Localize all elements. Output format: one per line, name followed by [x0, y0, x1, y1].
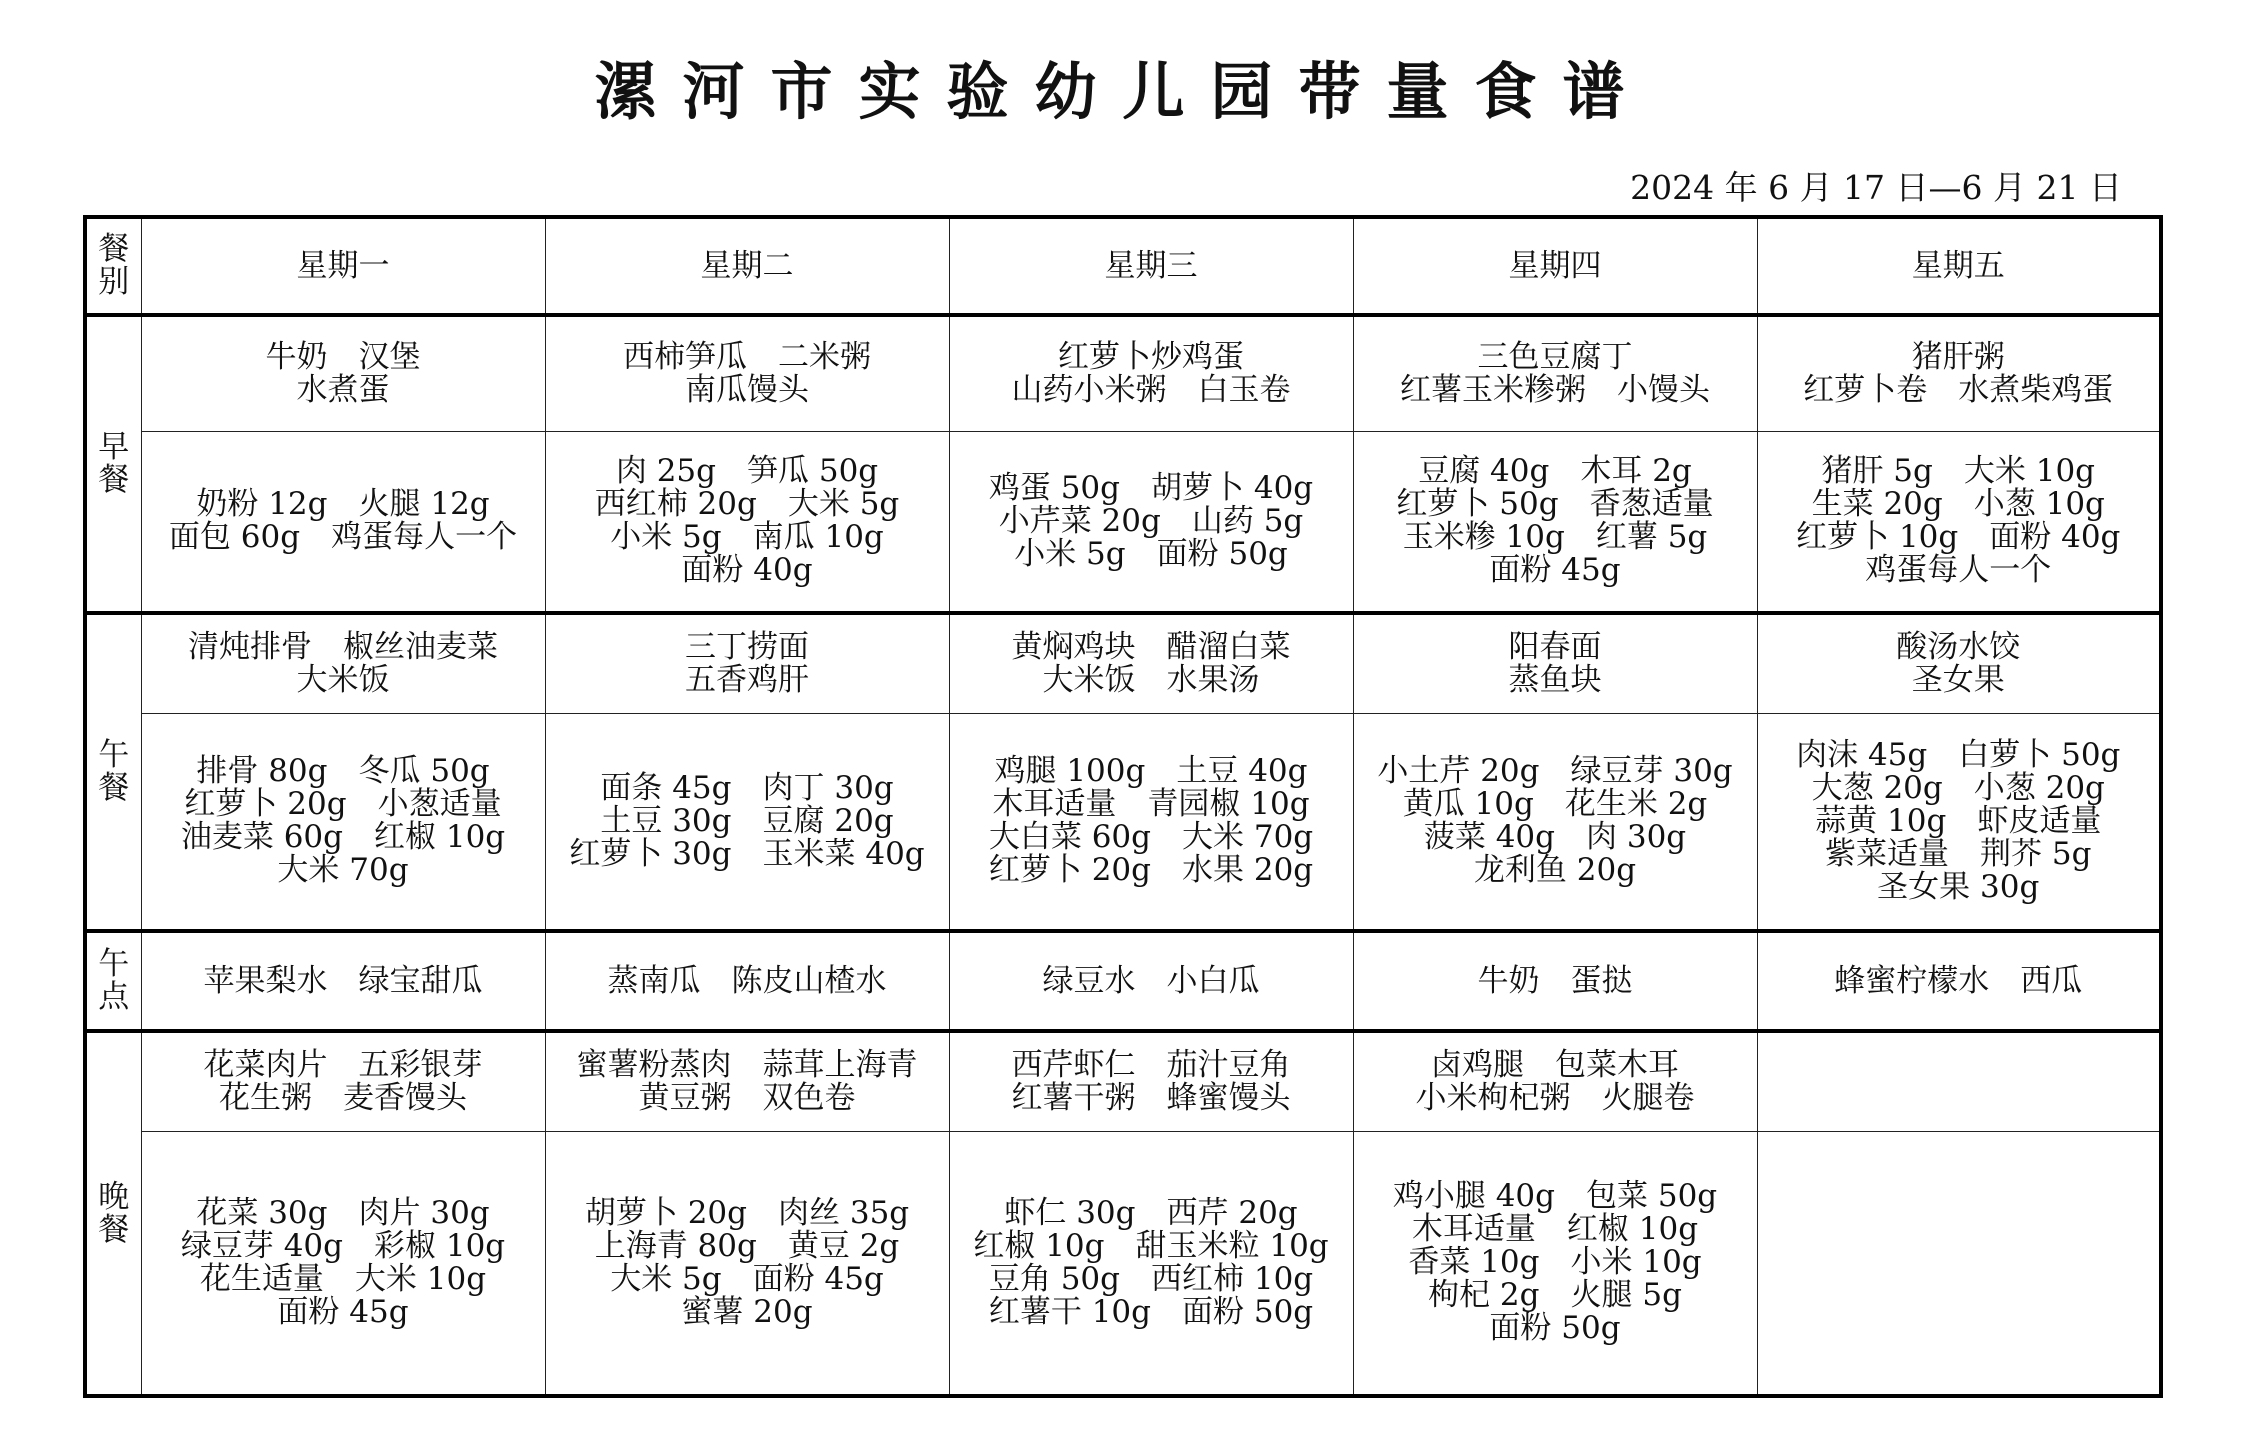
text-line: 豆腐 40g 木耳 2g	[1418, 453, 1692, 490]
ingredient-cell	[949, 431, 1353, 613]
dish-cell	[1757, 315, 2161, 431]
text-line: 蜜薯粉蒸肉 蒜茸上海青	[576, 1046, 918, 1083]
text-line: 生菜 20g 小葱 10g	[1811, 486, 2105, 523]
text-line: 肉 25g 笋瓜 50g	[615, 453, 879, 490]
text-line: 红萝卜炒鸡蛋	[1058, 338, 1244, 375]
text-line: 西红柿 20g 大米 5g	[594, 486, 900, 523]
text-line: 豆角 50g 西红柿 10g	[988, 1260, 1314, 1297]
text-line: 牛奶 汉堡	[265, 338, 421, 375]
text-line: 面粉 40g	[681, 552, 813, 589]
text-line: 花菜 30g 肉片 30g	[196, 1194, 490, 1231]
text-line: 小芹菜 20g 山药 5g	[998, 502, 1304, 539]
snack-cell: 蒸南瓜 陈皮山楂水	[545, 931, 949, 1031]
dish-cell	[545, 315, 949, 431]
text-line: 油麦菜 60g 红椒 10g	[180, 819, 506, 856]
text-line: 蜜薯 20g	[681, 1293, 813, 1330]
text-line: 圣女果 30g	[1877, 868, 2040, 905]
day-header-tue: 星期二	[545, 217, 949, 315]
text-line: 菠菜 40g 肉 30g	[1423, 819, 1687, 856]
text-line: 红萝卜 20g 小葱适量	[184, 786, 502, 823]
breakfast-ingredient-row	[85, 431, 2161, 613]
dish-cell	[1353, 613, 1757, 713]
dish-cell	[141, 315, 545, 431]
snack-cell: 牛奶 蛋挞	[1353, 931, 1757, 1031]
text-line: 圣女果	[1911, 661, 2005, 698]
text-line: 红薯玉米糁粥 小馒头	[1400, 371, 1710, 408]
text-line: 面包 60g 鸡蛋每人一个	[168, 519, 518, 556]
snack-cell: 蜂蜜柠檬水 西瓜	[1757, 931, 2161, 1031]
text-line: 大米 70g	[277, 852, 409, 889]
text-line: 大米饭 水果汤	[1042, 661, 1260, 698]
text-line: 上海青 80g 黄豆 2g	[594, 1227, 900, 1264]
dish-cell	[141, 1031, 545, 1131]
text-line: 大米 5g 面粉 45g	[610, 1260, 884, 1297]
dinner-dish-row	[85, 1031, 2161, 1131]
text-line: 奶粉 12g 火腿 12g	[196, 486, 490, 523]
text-line: 红萝卜 10g 面粉 40g	[1796, 519, 2121, 556]
snack-row	[85, 931, 2161, 1031]
text-line: 小土芹 20g 绿豆芽 30g	[1377, 753, 1733, 790]
text-line: 面粉 45g	[1489, 552, 1621, 589]
text-line: 鸡蛋 50g 胡萝卜 40g	[988, 469, 1314, 506]
text-line: 鸡腿 100g 土豆 40g	[994, 753, 1308, 790]
text-line: 大白菜 60g 大米 70g	[988, 819, 1314, 856]
text-line: 山药小米粥 白玉卷	[1011, 371, 1291, 408]
text-line: 紫菜适量 荆芥 5g	[1825, 835, 2092, 872]
text-line: 绿豆芽 40g 彩椒 10g	[180, 1227, 506, 1264]
dish-cell	[949, 1031, 1353, 1131]
ingredient-cell	[1353, 1131, 1757, 1396]
text-line: 木耳适量 青园椒 10g	[992, 786, 1310, 823]
snack-cell: 绿豆水 小白瓜	[949, 931, 1353, 1031]
text-line: 猪肝 5g 大米 10g	[1821, 453, 2096, 490]
meal-label-lunch: 午餐	[85, 613, 141, 931]
ingredient-cell	[1757, 431, 2161, 613]
ingredient-cell	[1757, 713, 2161, 931]
menu-table	[83, 215, 2163, 1398]
dish-cell	[1757, 613, 2161, 713]
text-line: 胡萝卜 20g 肉丝 35g	[584, 1194, 910, 1231]
ingredient-cell	[545, 713, 949, 931]
text-line: 黄焖鸡块 醋溜白菜	[1011, 628, 1291, 665]
text-line: 面粉 50g	[1489, 1310, 1621, 1347]
text-line: 玉米糁 10g 红薯 5g	[1402, 519, 1708, 556]
text-line: 小米枸杞粥 火腿卷	[1415, 1079, 1695, 1116]
text-line: 蒜黄 10g 虾皮适量	[1815, 802, 2102, 839]
header-row	[85, 217, 2161, 315]
ingredient-cell	[545, 431, 949, 613]
breakfast-dish-row	[85, 315, 2161, 431]
text-line: 面粉 45g	[277, 1293, 409, 1330]
text-line: 西柿笋瓜 二米粥	[623, 338, 871, 375]
meal-label-breakfast: 早餐	[85, 315, 141, 613]
text-line: 黄瓜 10g 花生米 2g	[1402, 786, 1708, 823]
text-line: 小米 5g 面粉 50g	[1014, 535, 1288, 572]
text-line: 水煮蛋	[296, 371, 390, 408]
day-header-wed: 星期三	[949, 217, 1353, 315]
date-range: 2024 年 6 月 17 日—6 月 21 日	[1630, 168, 2122, 207]
text-line: 排骨 80g 冬瓜 50g	[196, 753, 490, 790]
text-line: 黄豆粥 双色卷	[638, 1079, 856, 1116]
ingredient-cell	[1353, 713, 1757, 931]
dish-cell	[1353, 315, 1757, 431]
text-line: 红薯干粥 蜂蜜馒头	[1011, 1079, 1291, 1116]
text-line: 红薯干 10g 面粉 50g	[988, 1293, 1314, 1330]
dish-cell	[1353, 1031, 1757, 1131]
text-line: 花生粥 麦香馒头	[219, 1079, 467, 1116]
text-line: 红萝卜 20g 水果 20g	[988, 852, 1314, 889]
snack-cell: 苹果梨水 绿宝甜瓜	[141, 931, 545, 1031]
text-line: 鸡小腿 40g 包菜 50g	[1392, 1178, 1718, 1215]
lunch-dish-row	[85, 613, 2161, 713]
dish-cell	[545, 1031, 949, 1131]
page-title: 漯河市实验幼儿园带量食谱	[594, 55, 1651, 128]
dish-cell	[949, 315, 1353, 431]
text-line: 大米饭	[296, 661, 390, 698]
text-line: 土豆 30g 豆腐 20g	[600, 802, 894, 839]
text-line: 五香鸡肝	[685, 661, 809, 698]
ingredient-cell	[545, 1131, 949, 1396]
dish-cell	[141, 613, 545, 713]
text-line: 小米 5g 南瓜 10g	[610, 519, 884, 556]
text-line: 清炖排骨 椒丝油麦菜	[188, 628, 498, 665]
text-line: 红萝卜 50g 香葱适量	[1396, 486, 1714, 523]
ingredient-cell	[1353, 431, 1757, 613]
day-header-thu: 星期四	[1353, 217, 1757, 315]
text-line: 南瓜馒头	[685, 371, 809, 408]
day-header-mon: 星期一	[141, 217, 545, 315]
text-line: 红萝卜 30g 玉米菜 40g	[569, 835, 925, 872]
text-line: 大葱 20g 小葱 20g	[1811, 769, 2105, 806]
text-line: 香菜 10g 小米 10g	[1408, 1244, 1702, 1281]
text-line: 花生适量 大米 10g	[199, 1260, 487, 1297]
text-line: 阳春面	[1508, 628, 1602, 665]
meal-label-snack: 午点	[85, 931, 141, 1031]
text-line: 肉沫 45g 白萝卜 50g	[1796, 736, 2121, 773]
text-line: 龙利鱼 20g	[1473, 852, 1637, 889]
dish-cell	[949, 613, 1353, 713]
text-line: 红萝卜卷 水煮柴鸡蛋	[1803, 371, 2114, 408]
dish-cell	[1757, 1031, 2161, 1131]
text-line: 花菜肉片 五彩银芽	[203, 1046, 483, 1083]
meal-type-header: 餐别	[85, 217, 141, 315]
dish-cell	[545, 613, 949, 713]
text-line: 鸡蛋每人一个	[1865, 552, 2052, 589]
ingredient-cell	[949, 713, 1353, 931]
lunch-ingredient-row	[85, 713, 2161, 931]
ingredient-cell	[949, 1131, 1353, 1396]
text-line: 猪肝粥	[1911, 338, 2005, 375]
text-line: 枸杞 2g 火腿 5g	[1428, 1277, 1682, 1314]
text-line: 三色豆腐丁	[1477, 338, 1633, 375]
dinner-ingredient-row	[85, 1131, 2161, 1396]
ingredient-cell	[1757, 1131, 2161, 1396]
meal-label-dinner: 晚餐	[85, 1031, 141, 1396]
text-line: 西芹虾仁 茄汁豆角	[1011, 1046, 1291, 1083]
day-header-fri: 星期五	[1757, 217, 2161, 315]
text-line: 面条 45g 肉丁 30g	[600, 769, 894, 806]
text-line: 木耳适量 红椒 10g	[1411, 1211, 1699, 1248]
text-line: 卤鸡腿 包菜木耳	[1431, 1046, 1679, 1083]
text-line: 红椒 10g 甜玉米粒 10g	[973, 1227, 1329, 1264]
ingredient-cell	[141, 431, 545, 613]
text-line: 虾仁 30g 西芹 20g	[1004, 1194, 1298, 1231]
ingredient-cell	[141, 713, 545, 931]
ingredient-cell	[141, 1131, 545, 1396]
text-line: 蒸鱼块	[1508, 661, 1602, 698]
text-line: 酸汤水饺	[1896, 628, 2021, 665]
text-line: 三丁捞面	[685, 628, 809, 665]
